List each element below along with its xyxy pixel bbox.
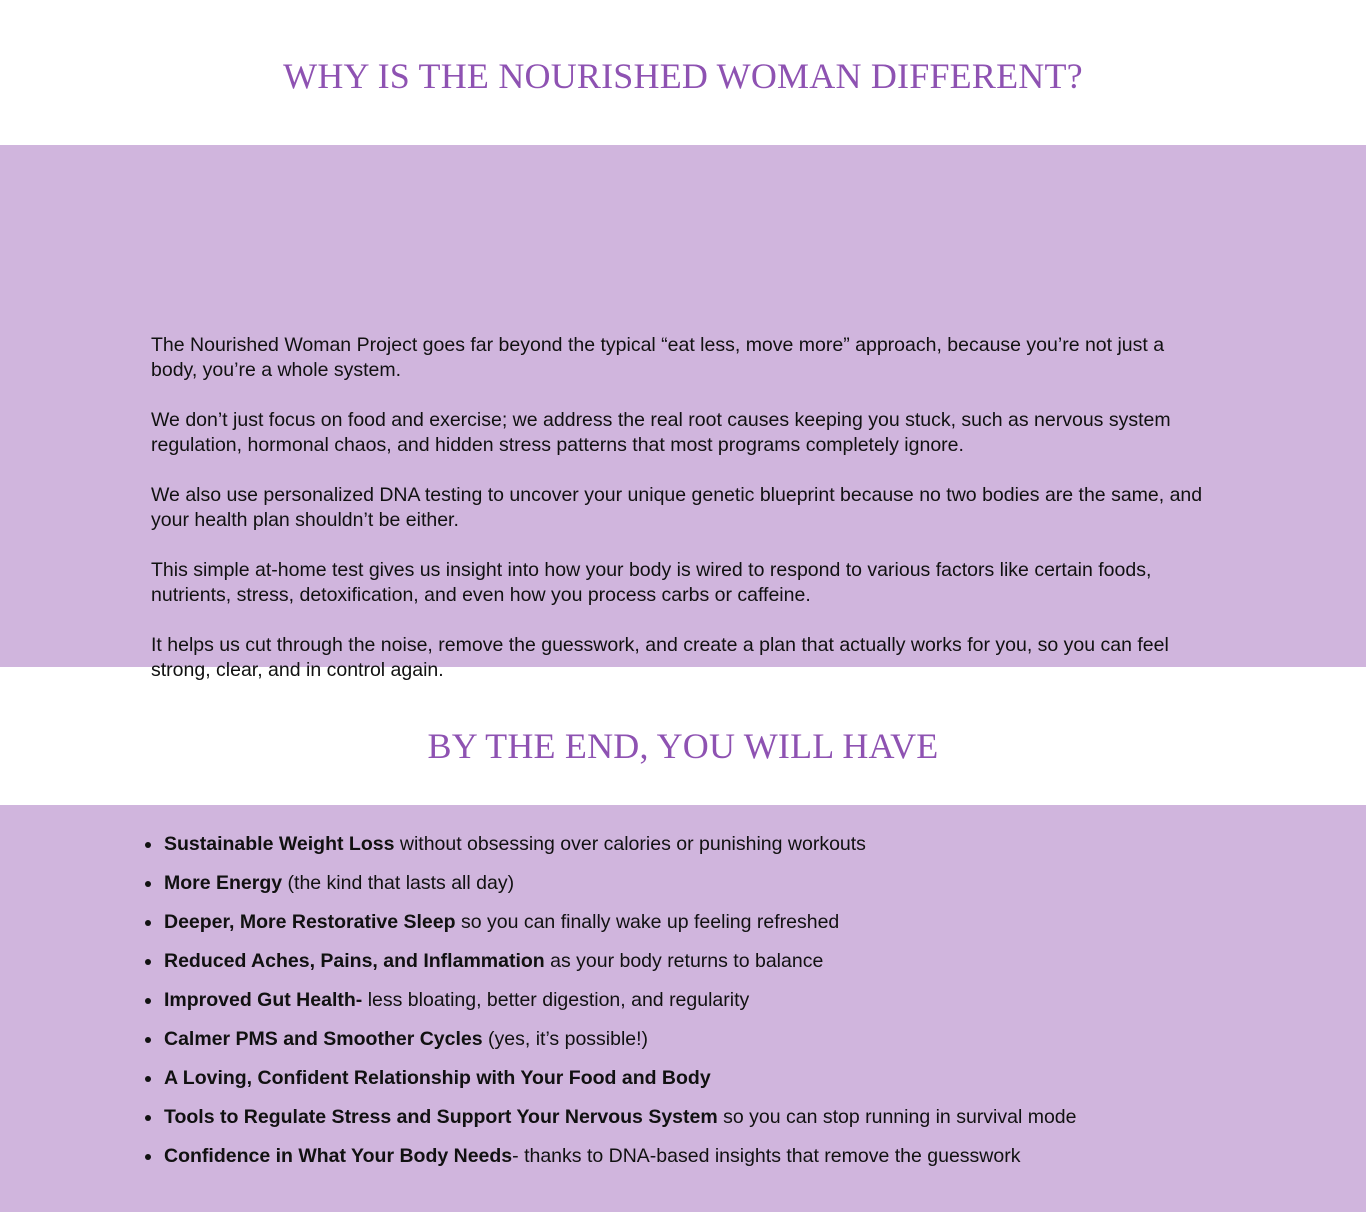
benefit-item [145,1104,1366,1143]
benefit-item [145,948,1366,987]
benefit-title: Confidence in What Your Body Needs [164,1145,513,1167]
benefit-title: Deeper, More Restorative Sleep [164,911,456,933]
section-title-why-different: WHY IS THE NOURISHED WOMAN DIFFERENT? [283,56,1083,96]
benefit-description: (the kind that lasts all day) [282,872,515,894]
intro-paragraph: We don’t just focus on food and exercise; we address the real root causes keeping you stuck, such as nervous system regulation, hormonal chaos, and hidden stress patterns that most programs completely ignore. [151,409,1171,456]
bullet-icon [145,1037,151,1043]
benefit-item [145,987,1366,1026]
bullet-icon [145,881,151,887]
section-heading-band [0,0,1366,145]
benefit-title: A Loving, Confident Relationship with Your Food and Body [164,1067,711,1089]
benefit-description: so you can finally wake up feeling refreshed [455,911,840,933]
benefit-list [0,831,1366,1182]
intro-panel [0,145,1366,681]
intro-paragraph: The Nourished Woman Project goes far beyond the typical “eat less, move more” approach, because you’re not just a body, you’re a whole system. [151,334,1165,381]
benefit-title: More Energy [164,872,283,894]
benefit-description: (yes, it’s possible!) [482,1028,649,1050]
section-title-by-the-end: BY THE END, YOU WILL HAVE [427,726,939,766]
benefit-description: as your body returns to balance [544,950,824,972]
benefit-title: Improved Gut Health- [164,989,363,1011]
benefit-description: without obsessing over calories or punishing workouts [394,833,866,855]
bullet-icon [145,842,151,848]
benefits-panel [0,805,1366,1212]
benefit-title: Reduced Aches, Pains, and Inflammation [164,950,545,972]
section-heading-band [0,667,1366,805]
bullet-icon [145,1154,151,1160]
intro-paragraph: This simple at-home test gives us insight into how your body is wired to respond to various factors like certain foods, nutrients, stress, detoxification, and even how you process carbs or caffeine. [151,559,1152,606]
benefit-description: less bloating, better digestion, and regularity [362,989,750,1011]
benefit-item [145,1026,1366,1065]
bullet-icon [145,959,151,965]
intro-paragraph: It helps us cut through the noise, remove the guesswork, and create a plan that actually works for you, so you can feel strong, clear, and in control again. [151,634,1169,681]
benefit-title: Tools to Regulate Stress and Support Your Nervous System [164,1106,718,1128]
benefit-description: - thanks to DNA-based insights that remove the guesswork [512,1145,1021,1167]
benefit-item [145,831,1366,870]
benefit-item [145,870,1366,909]
benefit-item [145,1065,1366,1104]
benefit-item [145,909,1366,948]
benefit-title: Sustainable Weight Loss [164,833,395,855]
bullet-icon [145,998,151,1004]
intro-paragraph: We also use personalized DNA testing to uncover your unique genetic blueprint because no two bodies are the same, and your health plan shouldn’t be either. [151,484,1203,531]
benefit-title: Calmer PMS and Smoother Cycles [164,1028,483,1050]
bullet-icon [145,1076,151,1082]
bullet-icon [145,1115,151,1121]
benefit-description: so you can stop running in survival mode [717,1106,1077,1128]
benefit-item [145,1143,1366,1182]
bullet-icon [145,920,151,926]
